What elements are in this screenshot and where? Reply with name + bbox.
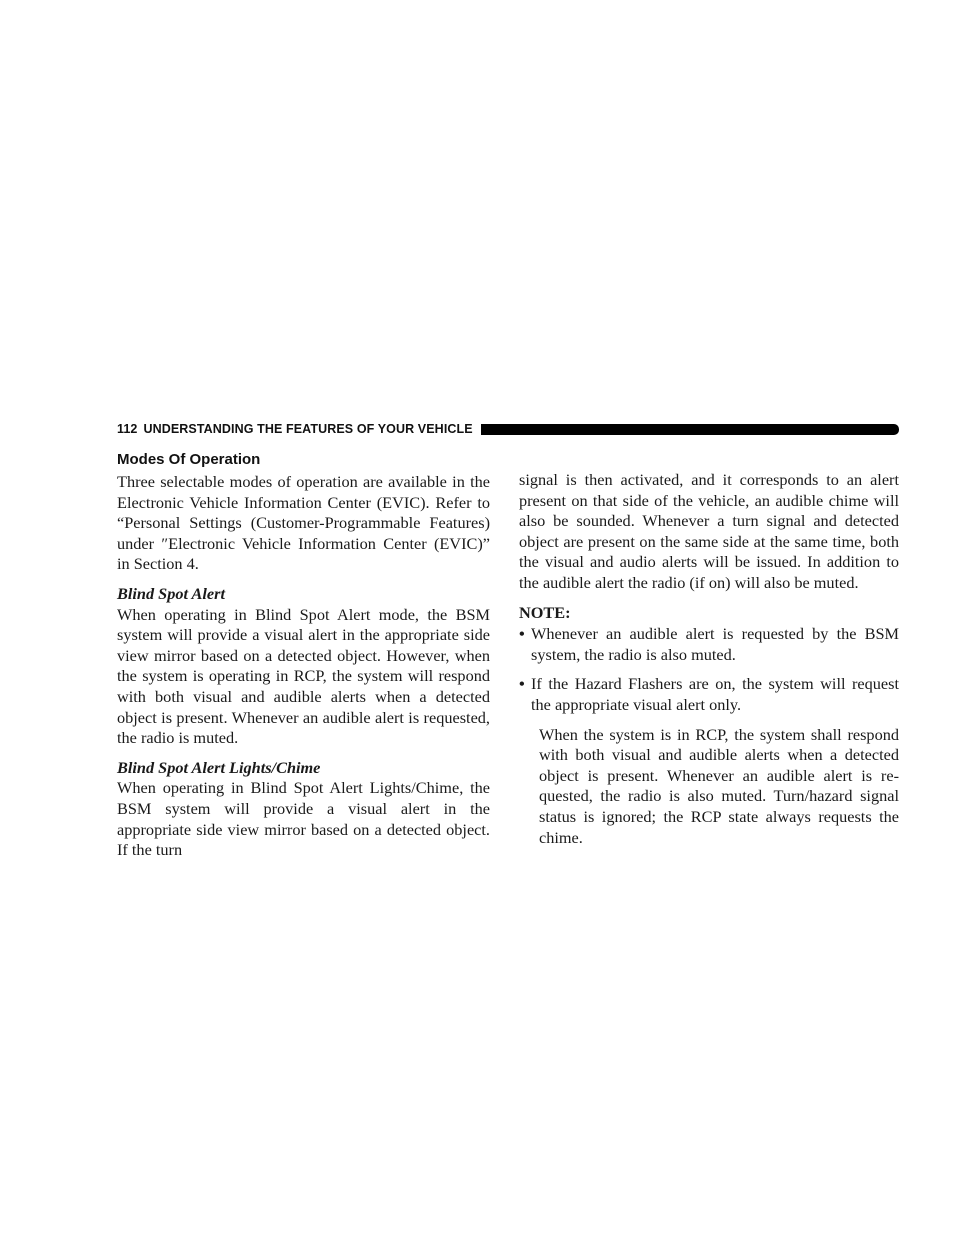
continued-paragraph: signal is then activated, and it corresponds to an alert present on that side of the vehicle, an audible chime will also be sounded. Whenever a turn signal and detected object are present on the same side at the same time, both the visual and audio alerts will be issued. In addition to the audible alert the radio (if on) will also be muted. [519, 470, 899, 592]
right-column [519, 470, 899, 848]
header-page-number: 112 [117, 422, 138, 436]
bullet-icon: • [519, 624, 525, 644]
subhead-lights-chime: Blind Spot Alert Lights/Chime [117, 757, 321, 777]
paragraph-lights-chime: When operating in Blind Spot Alert Lights/Chime, the BSM system will provide a visual alert in the appropriate side view mirror based on a detected object. If the turn [117, 778, 490, 860]
indented-paragraph: When the system is in RCP, the system shall respond with both visual and audible alerts when a detected object is present. Whenever an audible alert is re-quested, the radio is also muted. Turn/hazard signal status is ignored; the RCP state always requests the chime. [539, 724, 899, 847]
bullet-icon: • [519, 674, 525, 694]
left-column [117, 450, 490, 861]
subhead-blind-spot-alert: Blind Spot Alert [117, 583, 225, 603]
bullet-text: If the Hazard Flashers are on, the system will request the appropriate visual alert only. [531, 674, 899, 714]
note-label: NOTE: [519, 602, 571, 622]
list-item [519, 624, 899, 665]
bullet-text: Whenever an audible alert is requested by the BSM system, the radio is also muted. [531, 624, 899, 664]
page-header [117, 418, 899, 440]
list-item [519, 674, 899, 715]
header-rule-bar [481, 424, 899, 435]
intro-paragraph: Three selectable modes of operation are available in the Electronic Vehicle Information Center (EVIC). Refer to “Personal Settings (Customer-Programmable Features) under ″Electronic Vehicle Information Center (EVIC)” in Section 4. [117, 472, 490, 574]
note-bullet-list [519, 624, 899, 715]
header-title: UNDERSTANDING THE FEATURES OF YOUR VEHICLE [143, 422, 473, 436]
paragraph-blind-spot-alert: When operating in Blind Spot Alert mode, the BSM system will provide a visual alert in the appropriate side view mirror based on a detected object. However, when the system is operating in RCP, the system will respond with both visual and audible alerts when a detected object is present. Whenever an audible alert is requested, the radio is muted. [117, 604, 490, 748]
section-title: Modes Of Operation [117, 451, 261, 468]
